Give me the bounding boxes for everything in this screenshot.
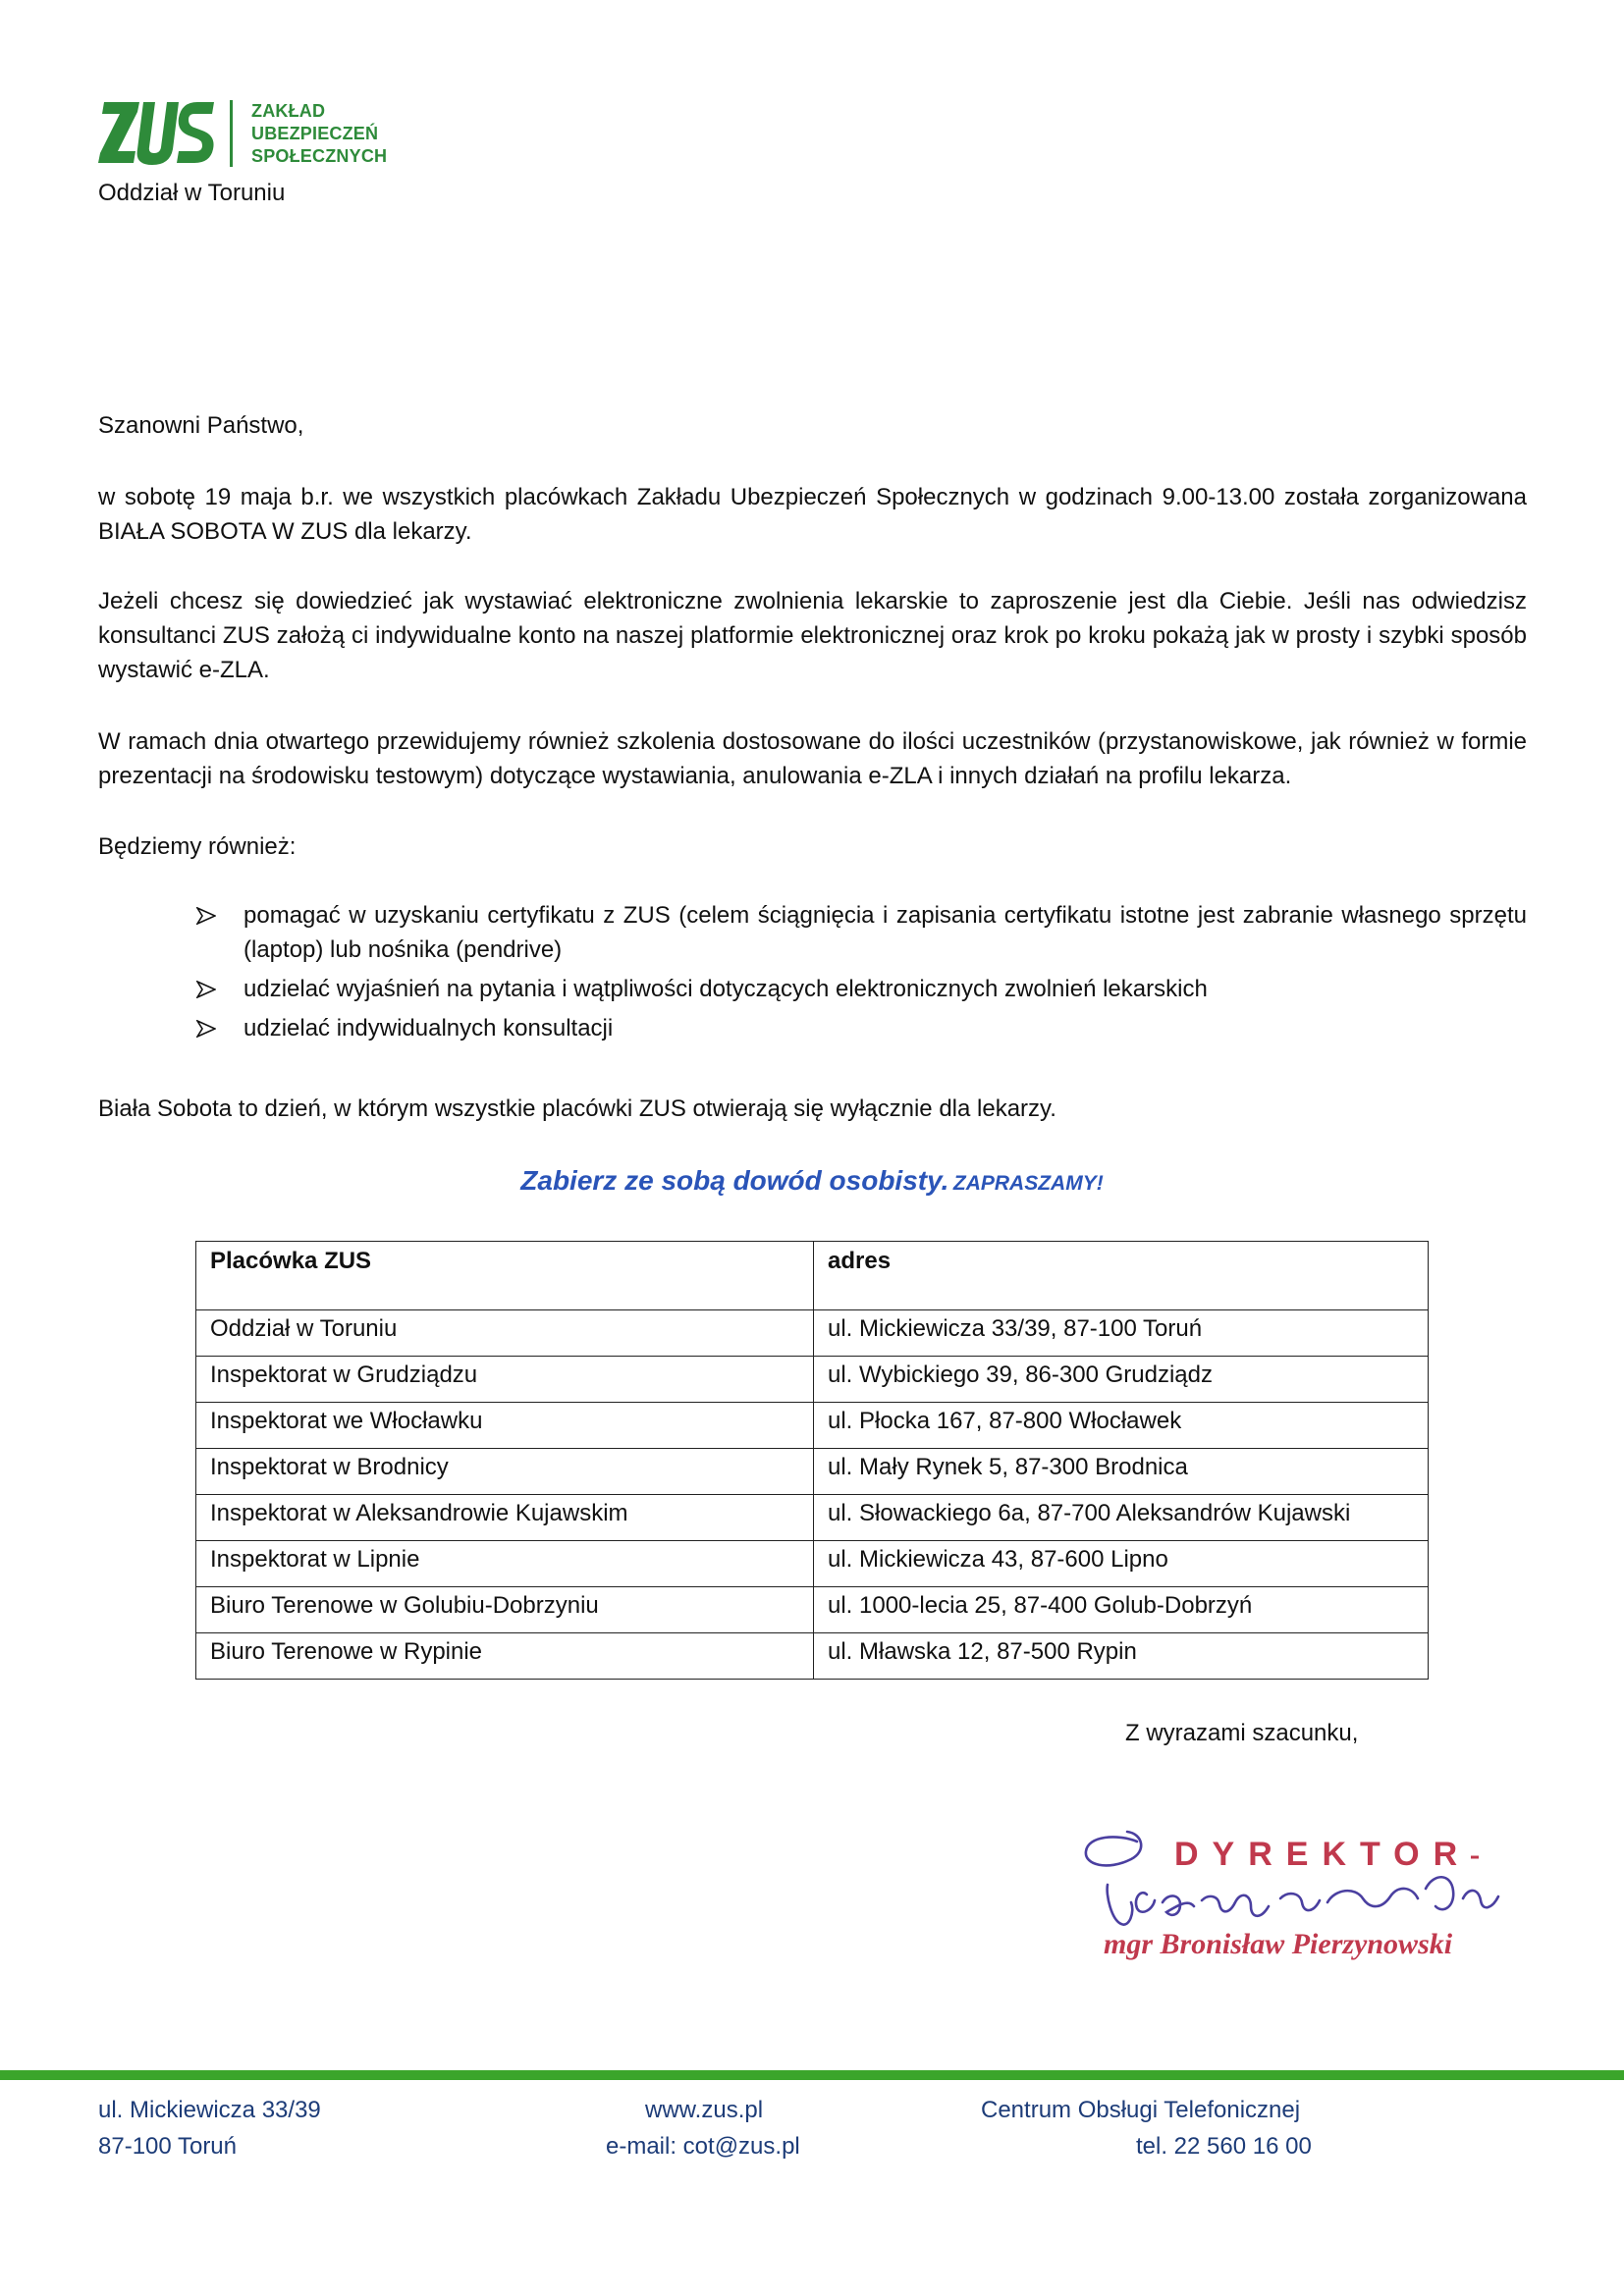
office-cell: Inspektorat w Aleksandrowie Kujawskim xyxy=(196,1495,814,1541)
office-cell: Biuro Terenowe w Golubiu-Dobrzyniu xyxy=(196,1587,814,1633)
address-cell: ul. Mały Rynek 5, 87-300 Brodnica xyxy=(814,1449,1429,1495)
arrow-bullet-icon xyxy=(196,907,216,925)
footer-website-link[interactable]: www.zus.pl xyxy=(645,2097,764,2123)
paragraph-intro: w sobotę 19 maja b.r. we wszystkich placówkach Zakładu Ubezpieczeń Społecznych w godzinach 9.00-13.00 została zorganizowana BIAŁA SOBOTA W ZUS dla lekarzy. xyxy=(98,484,1527,545)
table-header-row xyxy=(196,1242,1429,1310)
list-item xyxy=(196,972,1527,1006)
address-cell: ul. Słowackiego 6a, 87-700 Aleksandrów Kujawski xyxy=(814,1495,1429,1541)
address-cell: ul. Mickiewicza 33/39, 87-100 Toruń xyxy=(814,1310,1429,1357)
table-row xyxy=(196,1587,1429,1633)
address-cell: ul. Mławska 12, 87-500 Rypin xyxy=(814,1633,1429,1680)
office-cell: Inspektorat we Włocławku xyxy=(196,1403,814,1449)
office-cell: Oddział w Toruniu xyxy=(196,1310,814,1357)
offices-table xyxy=(195,1241,1429,1680)
table-row xyxy=(196,1541,1429,1587)
paragraph-invitation: Jeżeli chcesz się dowiedzieć jak wystawiać elektroniczne zwolnienia lekarskie to zaproszenie jest dla Ciebie. Jeśli nas odwiedzisz konsultanci ZUS założą ci indywidualne konto na naszej platformie elektronicznej oraz krok po kroku pokażą jak w prosty i szybki sposób wystawić e-ZLA. xyxy=(98,588,1527,683)
arrow-bullet-icon xyxy=(196,1020,216,1038)
office-cell: Inspektorat w Brodnicy xyxy=(196,1449,814,1495)
zus-logo-mark xyxy=(98,98,218,169)
address-cell: ul. Płocka 167, 87-800 Włocławek xyxy=(814,1403,1429,1449)
table-row xyxy=(196,1449,1429,1495)
services-list xyxy=(196,898,1527,1050)
footer-divider xyxy=(0,2070,1624,2080)
invitation-main: Zabierz ze sobą dowód osobisty. xyxy=(520,1165,949,1196)
paragraph-training: W ramach dnia otwartego przewidujemy również szkolenia dostosowane do ilości uczestników (przystanowiskowe, jak również w formie prezentacji na środowisku testowym) dotyczące wystawiania, anulowania e-ZLA i innych działań na profilu lekarza. xyxy=(98,728,1527,789)
logo-line: ZAKŁAD xyxy=(251,101,326,121)
list-item-text: pomagać w uzyskaniu certyfikatu z ZUS (celem ściągnięcia i zapisania certyfikatu istotne jest zabranie własnego sprzętu (laptop) lub nośnika (pendrive) xyxy=(244,902,1527,963)
office-cell: Biuro Terenowe w Rypinie xyxy=(196,1633,814,1680)
table-row xyxy=(196,1403,1429,1449)
director-signature-stamp xyxy=(1078,1804,1520,1971)
paragraph-summary: Biała Sobota to dzień, w którym wszystkie placówki ZUS otwierają się wyłącznie dla lekarzy. xyxy=(98,1095,1056,1122)
list-item-text: udzielać indywidualnych konsultacji xyxy=(244,1015,614,1041)
footer-address-line1: ul. Mickiewicza 33/39 xyxy=(98,2097,321,2123)
footer-address-line2: 87-100 Toruń xyxy=(98,2133,237,2160)
branch-name: Oddział w Toruniu xyxy=(98,180,286,206)
footer-email-link[interactable]: e-mail: cot@zus.pl xyxy=(606,2133,800,2160)
invitation-tail: ZAPRASZAMY! xyxy=(952,1172,1104,1195)
invitation-banner xyxy=(0,1165,1624,1197)
closing-phrase: Z wyrazami szacunku, xyxy=(1125,1720,1359,1746)
table-row xyxy=(196,1310,1429,1357)
table-row xyxy=(196,1495,1429,1541)
column-header-office: Placówka ZUS xyxy=(196,1242,814,1310)
address-cell: ul. 1000-lecia 25, 87-400 Golub-Dobrzyń xyxy=(814,1587,1429,1633)
zus-logo xyxy=(98,98,412,175)
paragraph-services-lead: Będziemy również: xyxy=(98,833,297,860)
salutation: Szanowni Państwo, xyxy=(98,412,304,439)
table-row xyxy=(196,1357,1429,1403)
logo-divider xyxy=(230,100,233,167)
logo-line: SPOŁECZNYCH xyxy=(251,146,388,166)
list-item xyxy=(196,1011,1527,1045)
stamp-title: DYREKTOR xyxy=(1174,1836,1472,1873)
arrow-bullet-icon xyxy=(196,981,216,998)
address-cell: ul. Mickiewicza 43, 87-600 Lipno xyxy=(814,1541,1429,1587)
footer-call-center: Centrum Obsługi Telefonicznej xyxy=(981,2097,1301,2123)
logo-line: UBEZPIECZEŃ xyxy=(251,124,379,143)
column-header-address: adres xyxy=(814,1242,1429,1310)
address-cell: ul. Wybickiego 39, 86-300 Grudziądz xyxy=(814,1357,1429,1403)
signatory-name: mgr Bronisław Pierzynowski xyxy=(1104,1928,1453,1960)
office-cell: Inspektorat w Grudziądzu xyxy=(196,1357,814,1403)
list-item-text: udzielać wyjaśnień na pytania i wątpliwości dotyczących elektronicznych zwolnień lekarskich xyxy=(244,976,1208,1002)
footer-phone: tel. 22 560 16 00 xyxy=(1136,2133,1312,2160)
table-row xyxy=(196,1633,1429,1680)
logo-wordmark xyxy=(251,100,387,168)
office-cell: Inspektorat w Lipnie xyxy=(196,1541,814,1587)
list-item xyxy=(196,898,1527,967)
